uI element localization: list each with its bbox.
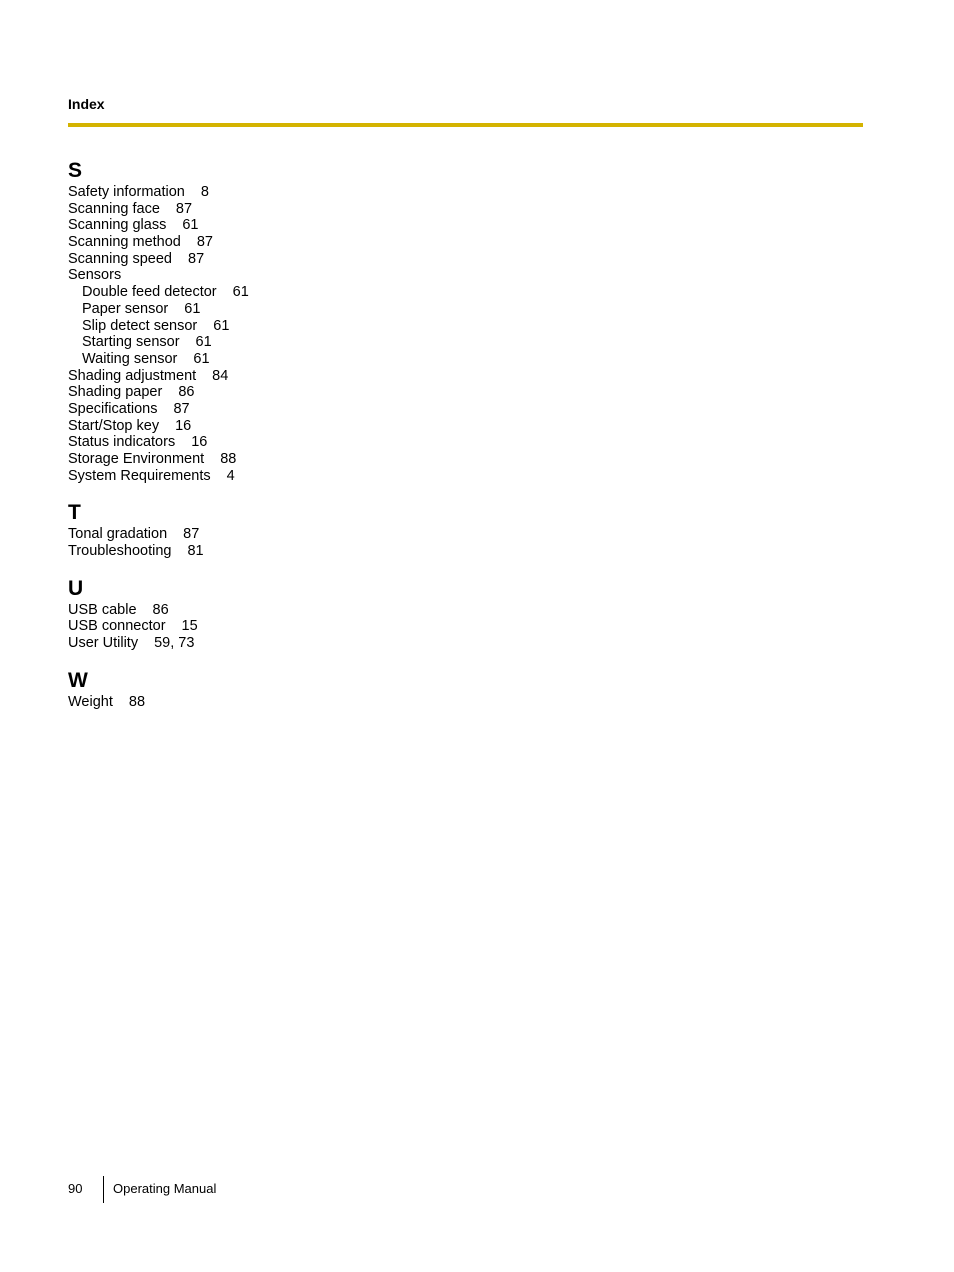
index-entry: [68, 434, 468, 451]
index-term: Slip detect sensor: [82, 317, 198, 334]
index-term: Shading adjustment: [68, 367, 197, 384]
index-term: Starting sensor: [82, 334, 180, 351]
index-page-ref[interactable]: 61: [184, 300, 201, 317]
index-term: Start/Stop key: [68, 417, 160, 434]
index-term: Scanning glass: [68, 217, 167, 234]
index-page-ref[interactable]: 61: [213, 317, 230, 334]
index-term: Storage Environment: [68, 451, 205, 467]
index-term: Tonal gradation: [68, 526, 168, 543]
index-term: User Utility: [68, 635, 139, 652]
index-section-s: [68, 158, 468, 484]
index-page-ref[interactable]: 86: [178, 384, 195, 401]
section-letter: S: [68, 159, 83, 182]
section-letter: T: [68, 501, 81, 525]
index-list: [68, 158, 468, 727]
index-page-ref[interactable]: 61: [193, 350, 210, 367]
index-page-ref[interactable]: 88: [220, 451, 237, 467]
index-page-ref[interactable]: 61: [232, 284, 249, 301]
index-page-ref[interactable]: 87: [196, 234, 213, 251]
index-term: Safety information: [68, 184, 185, 200]
index-page-ref[interactable]: 59, 73: [154, 635, 195, 652]
index-term: Specifications: [68, 400, 158, 417]
index-page-ref[interactable]: 87: [183, 526, 200, 543]
index-subentry: [68, 334, 468, 351]
index-entry: [68, 602, 468, 619]
index-entry: [68, 368, 468, 385]
index-term: USB connector: [68, 618, 166, 635]
index-entry: [68, 267, 468, 284]
index-entry: [68, 543, 468, 560]
index-page-ref[interactable]: 88: [128, 693, 146, 710]
index-page-ref[interactable]: 86: [152, 601, 169, 618]
index-page-ref[interactable]: 61: [182, 217, 199, 234]
index-page-ref[interactable]: 84: [212, 367, 229, 384]
index-section-t: [68, 500, 468, 559]
index-page-ref[interactable]: 87: [175, 200, 193, 217]
index-entry: [68, 201, 468, 218]
index-section-u: [68, 576, 468, 652]
section-letter: U: [68, 576, 84, 600]
document-title: Operating Manual: [113, 1181, 217, 1196]
index-term: Scanning method: [68, 234, 181, 251]
index-term: System Requirements: [68, 467, 211, 484]
index-page-ref[interactable]: 8: [200, 184, 209, 200]
index-page-ref[interactable]: 61: [195, 334, 212, 351]
index-section-w: [68, 668, 468, 711]
index-entry: [68, 234, 468, 251]
index-term: Status indicators: [68, 434, 176, 451]
index-page-ref[interactable]: 15: [181, 618, 198, 635]
index-entry: [68, 217, 468, 234]
index-term: Sensors: [68, 267, 122, 284]
header-rule: [68, 123, 863, 127]
index-page-ref[interactable]: 81: [187, 543, 204, 560]
index-entry: [68, 184, 468, 201]
index-term: Scanning speed: [68, 250, 172, 267]
index-term: Scanning face: [68, 200, 160, 217]
index-entry: [68, 635, 468, 652]
index-entry: [68, 451, 468, 468]
index-entry: [68, 418, 468, 435]
index-term: Weight: [68, 693, 113, 710]
index-page-ref[interactable]: 16: [175, 417, 192, 434]
page-number: 90: [68, 1181, 83, 1196]
index-term: Shading paper: [68, 384, 163, 401]
index-page-ref[interactable]: 87: [173, 400, 190, 417]
index-entry: [68, 526, 468, 543]
index-subentry: [68, 284, 468, 301]
index-entry: [68, 618, 468, 635]
index-subentry: [68, 351, 468, 368]
index-term: Double feed detector: [82, 284, 217, 301]
index-page-ref[interactable]: 4: [226, 467, 235, 484]
index-entry: [68, 694, 468, 711]
index-entry: [68, 251, 468, 268]
index-subentry: [68, 318, 468, 335]
footer-divider: [103, 1176, 104, 1203]
index-term: Waiting sensor: [82, 350, 178, 367]
index-entry: [68, 384, 468, 401]
index-term: Troubleshooting: [68, 543, 172, 560]
page-header-title: Index: [68, 96, 105, 112]
index-term: Paper sensor: [82, 300, 169, 317]
index-page-ref[interactable]: 16: [191, 434, 208, 451]
index-page-ref[interactable]: 87: [188, 250, 205, 267]
section-letter: W: [68, 668, 88, 692]
index-entry: [68, 401, 468, 418]
index-entry: [68, 468, 468, 485]
index-subentry: [68, 301, 468, 318]
index-term: USB cable: [68, 601, 137, 618]
